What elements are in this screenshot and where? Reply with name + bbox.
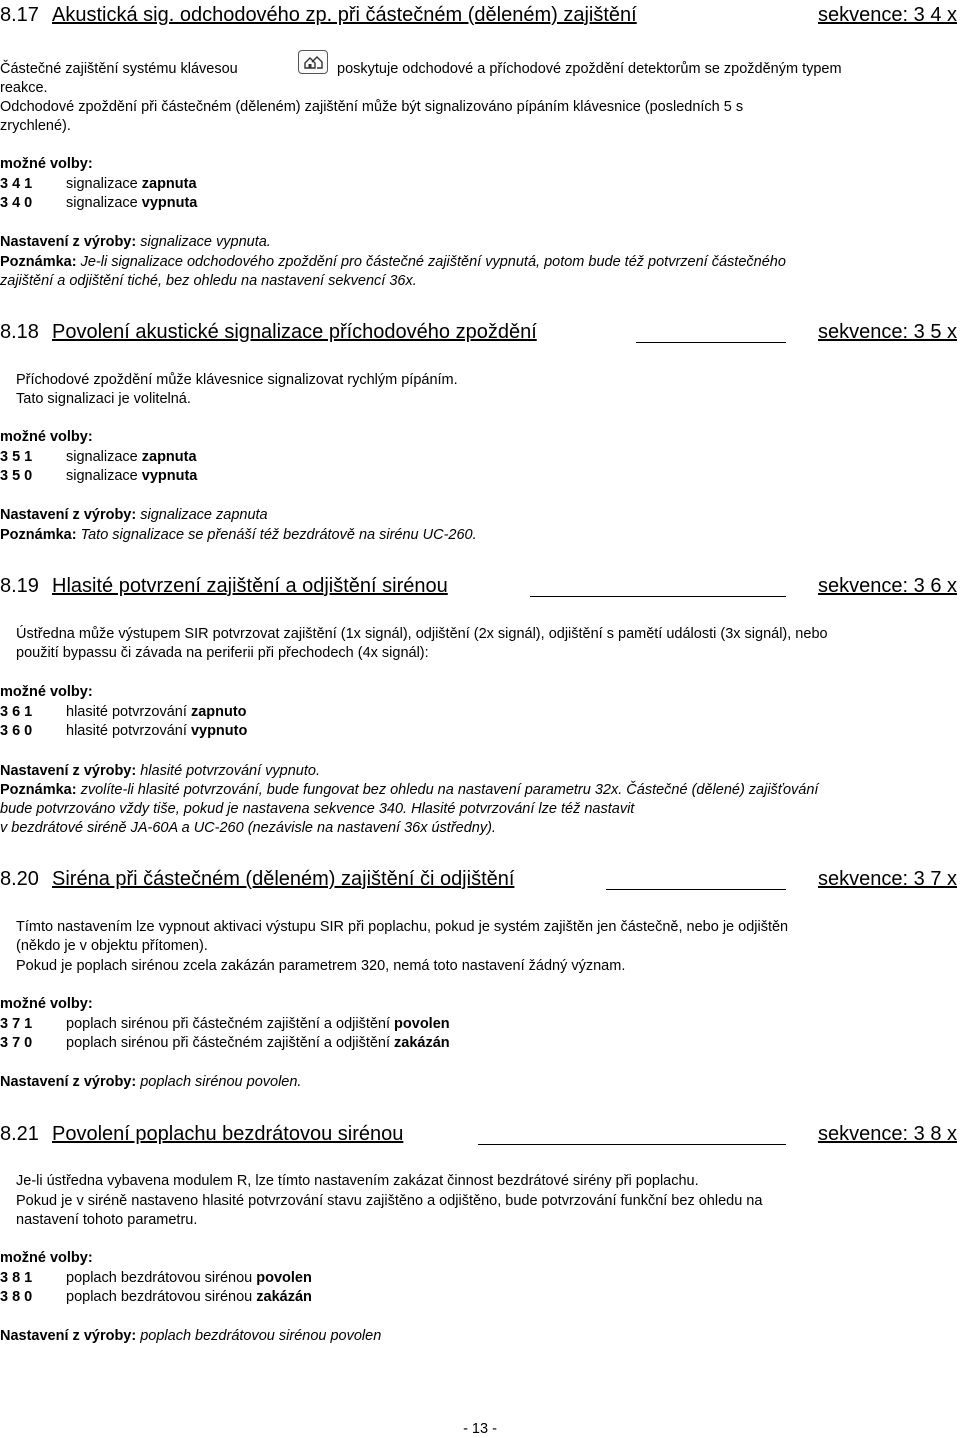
option-description: poplach sirénou při částečném zajištění a odjištění zakázán [66,1035,450,1051]
options-label: možné volby: [0,429,93,445]
paragraph-line: (někdo je v objektu přítomen). [16,938,208,954]
option-description: signalizace vypnuta [66,195,198,211]
option-description: poplach sirénou při částečném zajištění a odjištění povolen [66,1016,450,1032]
note-continuation: zajištění a odjištění tiché, bez ohledu na nastavení sekvencí 36x. [0,273,417,289]
option-description: signalizace zapnuta [66,449,197,465]
option-code: 3 5 0 [0,468,33,484]
option-description: poplach bezdrátovou sirénou zakázán [66,1289,312,1305]
option-code: 3 6 1 [0,704,33,720]
paragraph-line: Pokud je v siréně nastaveno hlasité potvrzování stavu zajištěno a odjištěno, bude potvrzování funkční bez ohledu na [16,1193,763,1209]
section-heading-8-18 [0,319,960,345]
section-number: 8.21 [0,1123,39,1145]
section-title: Povolení poplachu bezdrátovou sirénou [52,1123,404,1145]
options-label: možné volby: [0,684,93,700]
paragraph-line: Je-li ústředna vybavena modulem R, lze tímto nastavením zakázat činnost bezdrátové sirény při poplachu. [16,1173,699,1189]
option-code: 3 4 1 [0,176,33,192]
factory-default: Nastavení z výroby: hlasité potvrzování vypnuto. [0,763,320,779]
partial-arm-key-icon [298,50,328,74]
note: Poznámka: zvolíte-li hlasité potvrzování, bude fungovat bez ohledu na nastavení parametru 32x. Částečné (dělené) zajišťování [0,782,819,798]
paragraph-line: Ústředna může výstupem SIR potvrzovat zajištění (1x signál), odjištění (2x signál), odjištění s pamětí události (3x signál), nebo [16,626,828,642]
options-label: možné volby: [0,996,93,1012]
sequence-code: sekvence: 3 7 x [818,868,957,890]
option-code: 3 8 0 [0,1289,33,1305]
option-code: 3 7 1 [0,1016,33,1032]
section-heading-8-19 [0,573,960,599]
section-title: Povolení akustické signalizace příchodového zpoždění [52,321,537,343]
sequence-code: sekvence: 3 8 x [818,1123,957,1145]
section-number: 8.18 [0,321,39,343]
note: Poznámka: Tato signalizace se přenáší též bezdrátově na sirénu UC-260. [0,527,477,543]
paragraph-line: zrychlené). [0,118,71,134]
paragraph-line: Příchodové zpoždění může klávesnice signalizovat rychlým pípáním. [16,372,458,388]
sequence-code: sekvence: 3 4 x [818,4,957,26]
paragraph-line: nastavení tohoto parametru. [16,1212,198,1228]
section-number: 8.17 [0,4,39,26]
option-description: signalizace vypnuta [66,468,198,484]
option-code: 3 6 0 [0,723,33,739]
note: Poznámka: Je-li signalizace odchodového zpoždění pro částečné zajištění vypnutá, potom bude též potvrzení částečného [0,254,786,270]
factory-default: Nastavení z výroby: poplach bezdrátovou sirénou povolen [0,1328,382,1344]
options-label: možné volby: [0,156,93,172]
factory-default: Nastavení z výroby: signalizace vypnuta. [0,234,271,250]
sequence-code: sekvence: 3 6 x [818,575,957,597]
page-number: - 13 - [463,1421,497,1437]
option-code: 3 7 0 [0,1035,33,1051]
paragraph-line: Tato signalizaci je volitelná. [16,391,191,407]
option-description: hlasité potvrzování zapnuto [66,704,247,720]
factory-default: Nastavení z výroby: poplach sirénou povolen. [0,1074,302,1090]
section-heading-8-17 [0,2,960,28]
section-title: Siréna při částečném (děleném) zajištění či odjištění [52,868,515,890]
option-description: hlasité potvrzování vypnuto [66,723,248,739]
paragraph-line: Částečné zajištění systému klávesou [0,61,238,77]
paragraph-line: Tímto nastavením lze vypnout aktivaci výstupu SIR při poplachu, pokud je systém zajištěn jen částečně, nebo je odjištěn [16,919,789,935]
section-number: 8.19 [0,575,39,597]
factory-default: Nastavení z výroby: signalizace zapnuta [0,507,268,523]
option-code: 3 4 0 [0,195,33,211]
section-number: 8.20 [0,868,39,890]
section-heading-8-21 [0,1121,960,1147]
option-description: poplach bezdrátovou sirénou povolen [66,1270,312,1286]
option-description: signalizace zapnuta [66,176,197,192]
option-code: 3 8 1 [0,1270,33,1286]
paragraph-line: reakce. [0,80,48,96]
note-continuation: v bezdrátové siréně JA-60A a UC-260 (nezávisle na nastavení 36x ústředny). [0,820,496,836]
sequence-code: sekvence: 3 5 x [818,321,957,343]
paragraph-line: Pokud je poplach sirénou zcela zakázán parametrem 320, nemá toto nastavení žádný význam. [16,958,626,974]
paragraph-line: použití bypassu či závada na periferii při přechodech (4x signál): [16,645,429,661]
paragraph-line: Odchodové zpoždění při částečném (děleném) zajištění může být signalizováno pípáním klávesnice (posledních 5 s [0,99,744,115]
options-label: možné volby: [0,1250,93,1266]
paragraph-line: poskytuje odchodové a příchodové zpoždění detektorům se zpožděným typem [337,61,842,77]
option-code: 3 5 1 [0,449,33,465]
note-continuation: bude potvrzováno vždy tiše, pokud je nastavena sekvence 340. Hlasité potvrzování lze též nastavit [0,801,635,817]
section-title: Akustická sig. odchodového zp. při částečném (děleném) zajištění [52,4,637,26]
section-title: Hlasité potvrzení zajištění a odjištění sirénou [52,575,448,597]
section-heading-8-20 [0,866,960,892]
